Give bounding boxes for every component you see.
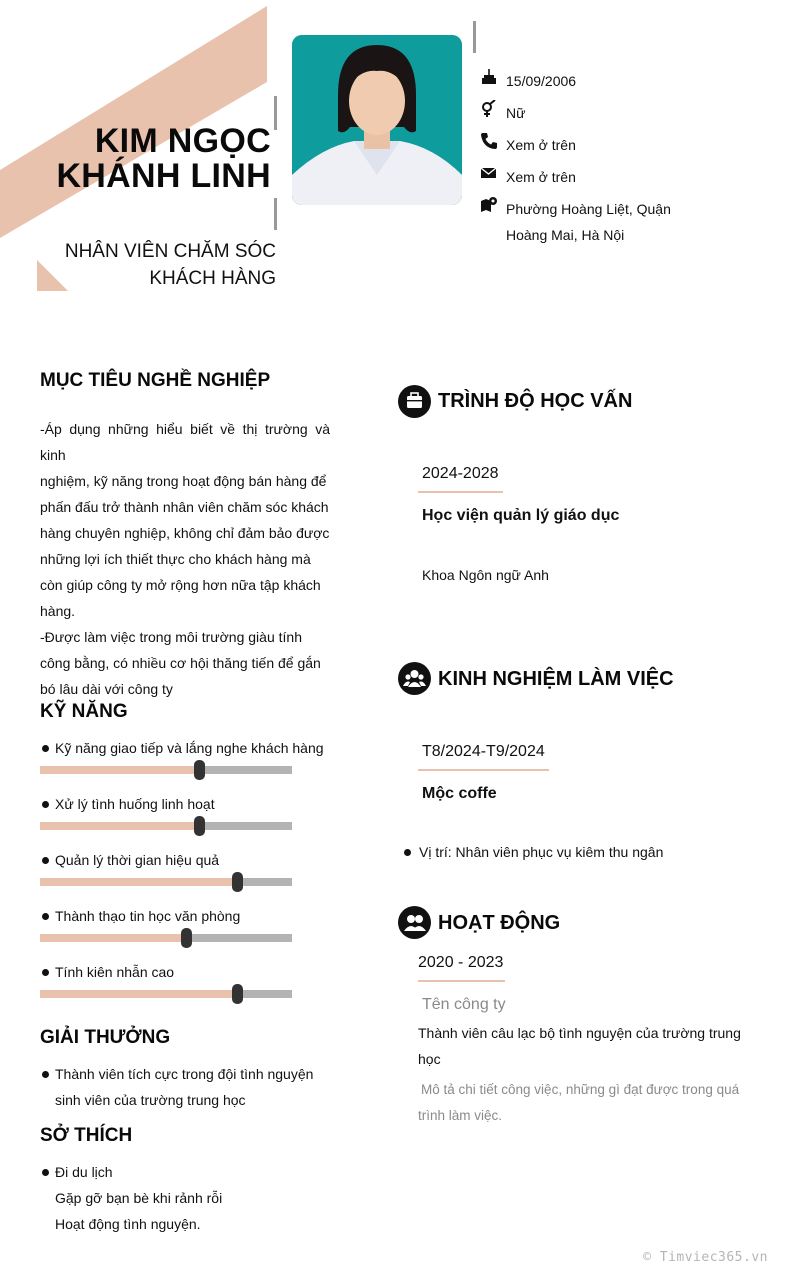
skill-bar-fill [40, 822, 199, 830]
activities-hint [418, 1077, 758, 1129]
objective-line: bó lâu dài với công ty [40, 681, 173, 697]
award-line-2: sinh viên của trường trung học [55, 1092, 246, 1108]
skill-bar [40, 766, 292, 774]
activities-heading: HOẠT ĐỘNG [438, 912, 561, 934]
bullet-icon [42, 857, 49, 864]
objective-line: hàng chuyên nghiệp, không chỉ đảm bảo được [40, 525, 330, 541]
skill-bar-knob [181, 928, 192, 948]
bullet-icon [42, 801, 49, 808]
name-line-2: KHÁNH LINH [56, 157, 271, 195]
bullet-icon [42, 969, 49, 976]
skills-heading: KỸ NĂNG [40, 701, 128, 722]
experience-date: T8/2024-T9/2024 [418, 743, 549, 771]
cake-icon [480, 68, 498, 86]
award-text [55, 1061, 330, 1113]
objective-line: -Áp dụng những hiểu biết về thị trường và kinh [40, 421, 330, 463]
bullet-icon [42, 1071, 49, 1078]
experience-company: Mộc coffe [422, 785, 497, 802]
activities-hint-line-2: trình làm việc. [418, 1108, 503, 1123]
skill-bar-knob [194, 760, 205, 780]
experience-heading: KINH NGHIỆM LÀM VIỆC [438, 668, 674, 690]
hobby-item: Đi du lịch [55, 1164, 113, 1180]
skill-bar [40, 934, 292, 942]
skill-label: Tính kiên nhẫn cao [55, 964, 175, 980]
award-line-1: Thành viên tích cực trong đội tình nguyện [55, 1066, 314, 1082]
watermark: © Timviec365.vn [643, 1250, 768, 1265]
divider [473, 21, 476, 53]
job-title [0, 238, 276, 292]
birthday-value: 15/09/2006 [506, 73, 577, 89]
hobby-text [55, 1159, 330, 1237]
activities-hint-line-1: Mô tả chi tiết công việc, những gì đạt được trong quá [421, 1082, 740, 1097]
skill-bar-fill [40, 934, 186, 942]
skill-label: Kỹ năng giao tiếp và lắng nghe khách hàng [55, 740, 324, 756]
phone-icon [480, 132, 498, 150]
objective-line: nghiệm, kỹ năng trong hoạt động bán hàng để [40, 473, 327, 489]
name-line-1: KIM NGỌC [94, 122, 271, 160]
activities-company: Tên công ty [422, 996, 506, 1013]
awards-heading: GIẢI THƯỞNG [40, 1027, 171, 1048]
skill-bar-fill [40, 990, 237, 998]
bullet-icon [404, 849, 411, 856]
portrait-illustration [292, 35, 462, 205]
envelope-icon [480, 164, 498, 182]
team-icon [398, 662, 431, 695]
hobby-item: Hoạt động tình nguyện. [55, 1216, 201, 1232]
map-pin-icon [480, 196, 498, 214]
divider [274, 198, 277, 230]
education-heading: TRÌNH ĐỘ HỌC VẤN [438, 390, 633, 412]
objective-text [40, 416, 330, 702]
objective-heading: MỤC TIÊU NGHỀ NGHIỆP [40, 370, 271, 391]
objective-line: công bằng, có nhiều cơ hội thăng tiến để gắn [40, 655, 321, 671]
job-title-line-1: NHÂN VIÊN CHĂM SÓC [64, 241, 276, 262]
objective-line: những lợi ích thiết thực cho khách hàng mà [40, 551, 311, 567]
job-title-line-2: KHÁCH HÀNG [149, 268, 276, 289]
address-value [506, 196, 696, 248]
skill-bar-knob [194, 816, 205, 836]
skill-label: Thành thạo tin học văn phòng [55, 908, 241, 924]
skill-label: Quản lý thời gian hiệu quả [55, 852, 220, 868]
address-line-1: Phường Hoàng Liệt, Quận [506, 201, 671, 217]
activities-date: 2020 - 2023 [418, 954, 505, 982]
skill-bar [40, 878, 292, 886]
objective-line: -Được làm việc trong môi trường giàu tính [40, 629, 302, 645]
gender-value: Nữ [506, 105, 526, 121]
hobbies-heading: SỞ THÍCH [40, 1125, 133, 1146]
education-school: Học viện quản lý giáo dục [422, 507, 620, 524]
phone-value: Xem ở trên [506, 137, 576, 153]
bullet-icon [42, 913, 49, 920]
activities-description [418, 1020, 750, 1072]
skill-bar-fill [40, 766, 199, 774]
skill-bar-knob [232, 872, 243, 892]
divider [274, 96, 277, 130]
education-major: Khoa Ngôn ngữ Anh [422, 567, 549, 583]
hobby-item: Gặp gỡ bạn bè khi rảnh rỗi [55, 1190, 223, 1206]
objective-line: còn giúp công ty mở rộng hơn nữa tập khách [40, 577, 321, 593]
education-date: 2024-2028 [418, 465, 503, 493]
activities-desc-line-2: học [418, 1051, 441, 1067]
bullet-icon [42, 1169, 49, 1176]
experience-position: Vị trí: Nhân viên phục vụ kiêm thu ngân [419, 844, 664, 860]
activities-desc-line-1: Thành viên câu lạc bộ tình nguyện của trường trung [418, 1025, 741, 1041]
skill-bar-fill [40, 878, 237, 886]
email-value: Xem ở trên [506, 169, 576, 185]
skill-bar-knob [232, 984, 243, 1004]
address-line-2: Hoàng Mai, Hà Nội [506, 227, 625, 243]
candidate-name [0, 124, 271, 194]
skill-label: Xử lý tình huống linh hoạt [55, 796, 215, 812]
bullet-icon [42, 745, 49, 752]
briefcase-icon [398, 385, 431, 418]
skill-bar [40, 990, 292, 998]
objective-line: hàng. [40, 603, 76, 619]
gender-icon [480, 100, 498, 118]
objective-line: phấn đấu trở thành nhân viên chăm sóc khách [40, 499, 329, 515]
skill-bar [40, 822, 292, 830]
profile-photo [292, 35, 462, 205]
users-icon [398, 906, 431, 939]
